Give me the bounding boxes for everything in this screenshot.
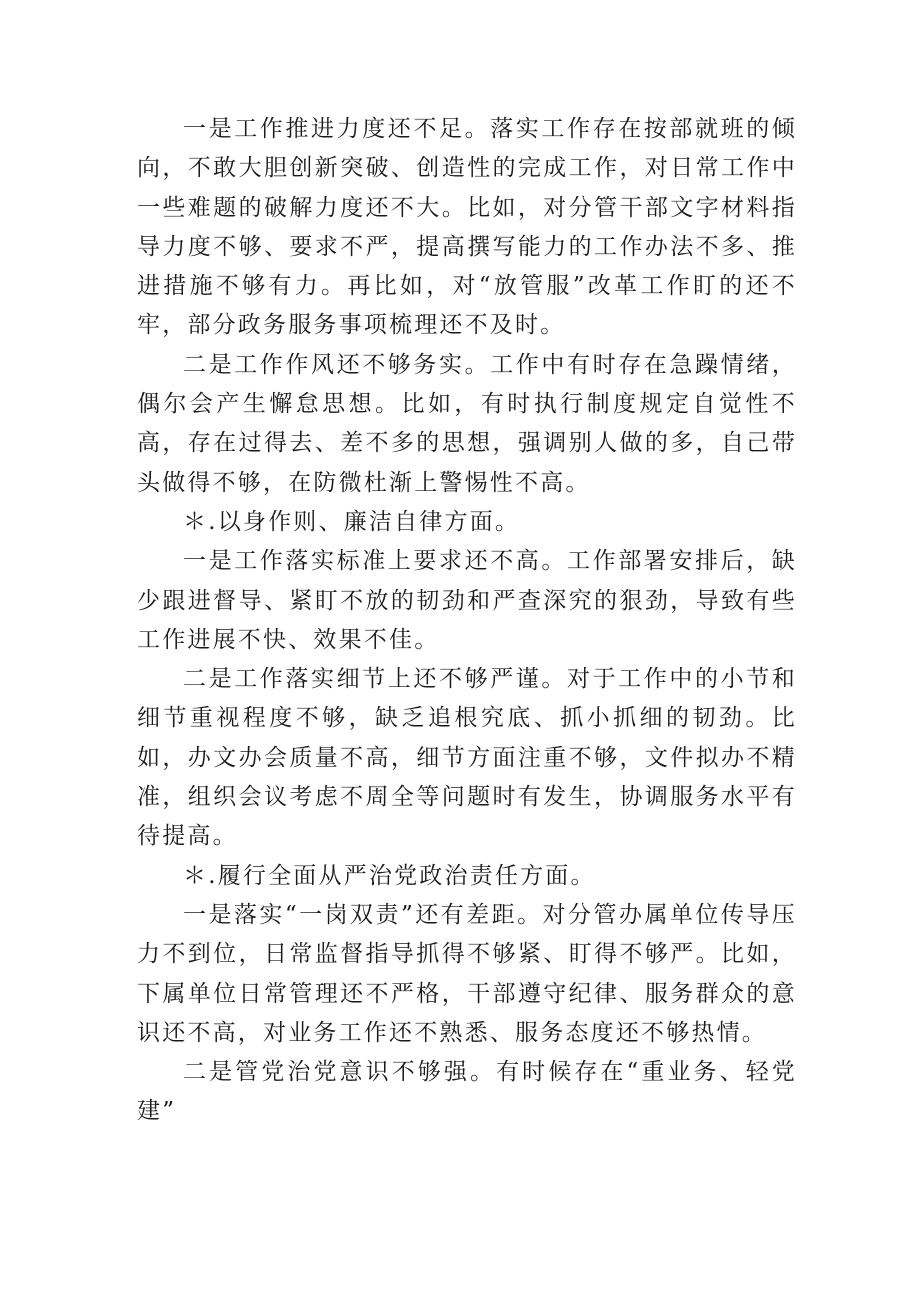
paragraph-work-promotion: 一是工作推进力度还不足。落实工作存在按部就班的倾向，不敢大胆创新突破、创造性的完成工作，对日常工作中一些难题的破解力度还不大。比如，对分管干部文字材料指导力度不够、要求不严，提高撰写能力的工作办法不多、推进措施不够有力。再比如，对“放管服”改革工作盯的还不牢，部分政务服务事项梳理还不及时。 xyxy=(137,116,797,339)
body-text xyxy=(137,110,797,1132)
paragraph-implementation-standard: 一是工作落实标准上要求还不高。工作部署安排后，缺少跟进督导、紧盯不放的韧劲和严查深究的狠劲，导致有些工作进展不快、效果不佳。 xyxy=(137,548,797,653)
paragraph-one-post-two-duties: 一是落实“一岗双责”还有差距。对分管办属单位传导压力不到位，日常监督指导抓得不够紧、盯得不够严。比如，下属单位日常管理还不严格，干部遵守纪律、服务群众的意识还不高，对业务工作还不熟悉、服务态度还不够热情。 xyxy=(137,901,797,1046)
paragraph-implementation-detail: 二是工作落实细节上还不够严谨。对于工作中的小节和细节重视程度不够，缺乏追根究底、抓小抓细的韧劲。比如，办文办会质量不高，细节方面注重不够，文件拟办不精准，组织会议考虑不周全等问题时有发生，协调服务水平有待提高。 xyxy=(137,666,797,850)
paragraph-party-awareness: 二是管党治党意识不够强。有时候存在“重业务、轻党建” xyxy=(137,1059,797,1125)
section-heading-party-governance: ＊.履行全面从严治党政治责任方面。 xyxy=(183,862,596,889)
section-heading-self-discipline: ＊.以身作则、廉洁自律方面。 xyxy=(183,508,521,535)
paragraph-work-style: 二是工作作风还不够务实。工作中有时存在急躁情绪，偶尔会产生懈怠思想。比如，有时执行制度规定自觉性不高，存在过得去、差不多的思想，强调别人做的多，自己带头做得不够，在防微杜渐上警惕性不高。 xyxy=(137,351,797,496)
